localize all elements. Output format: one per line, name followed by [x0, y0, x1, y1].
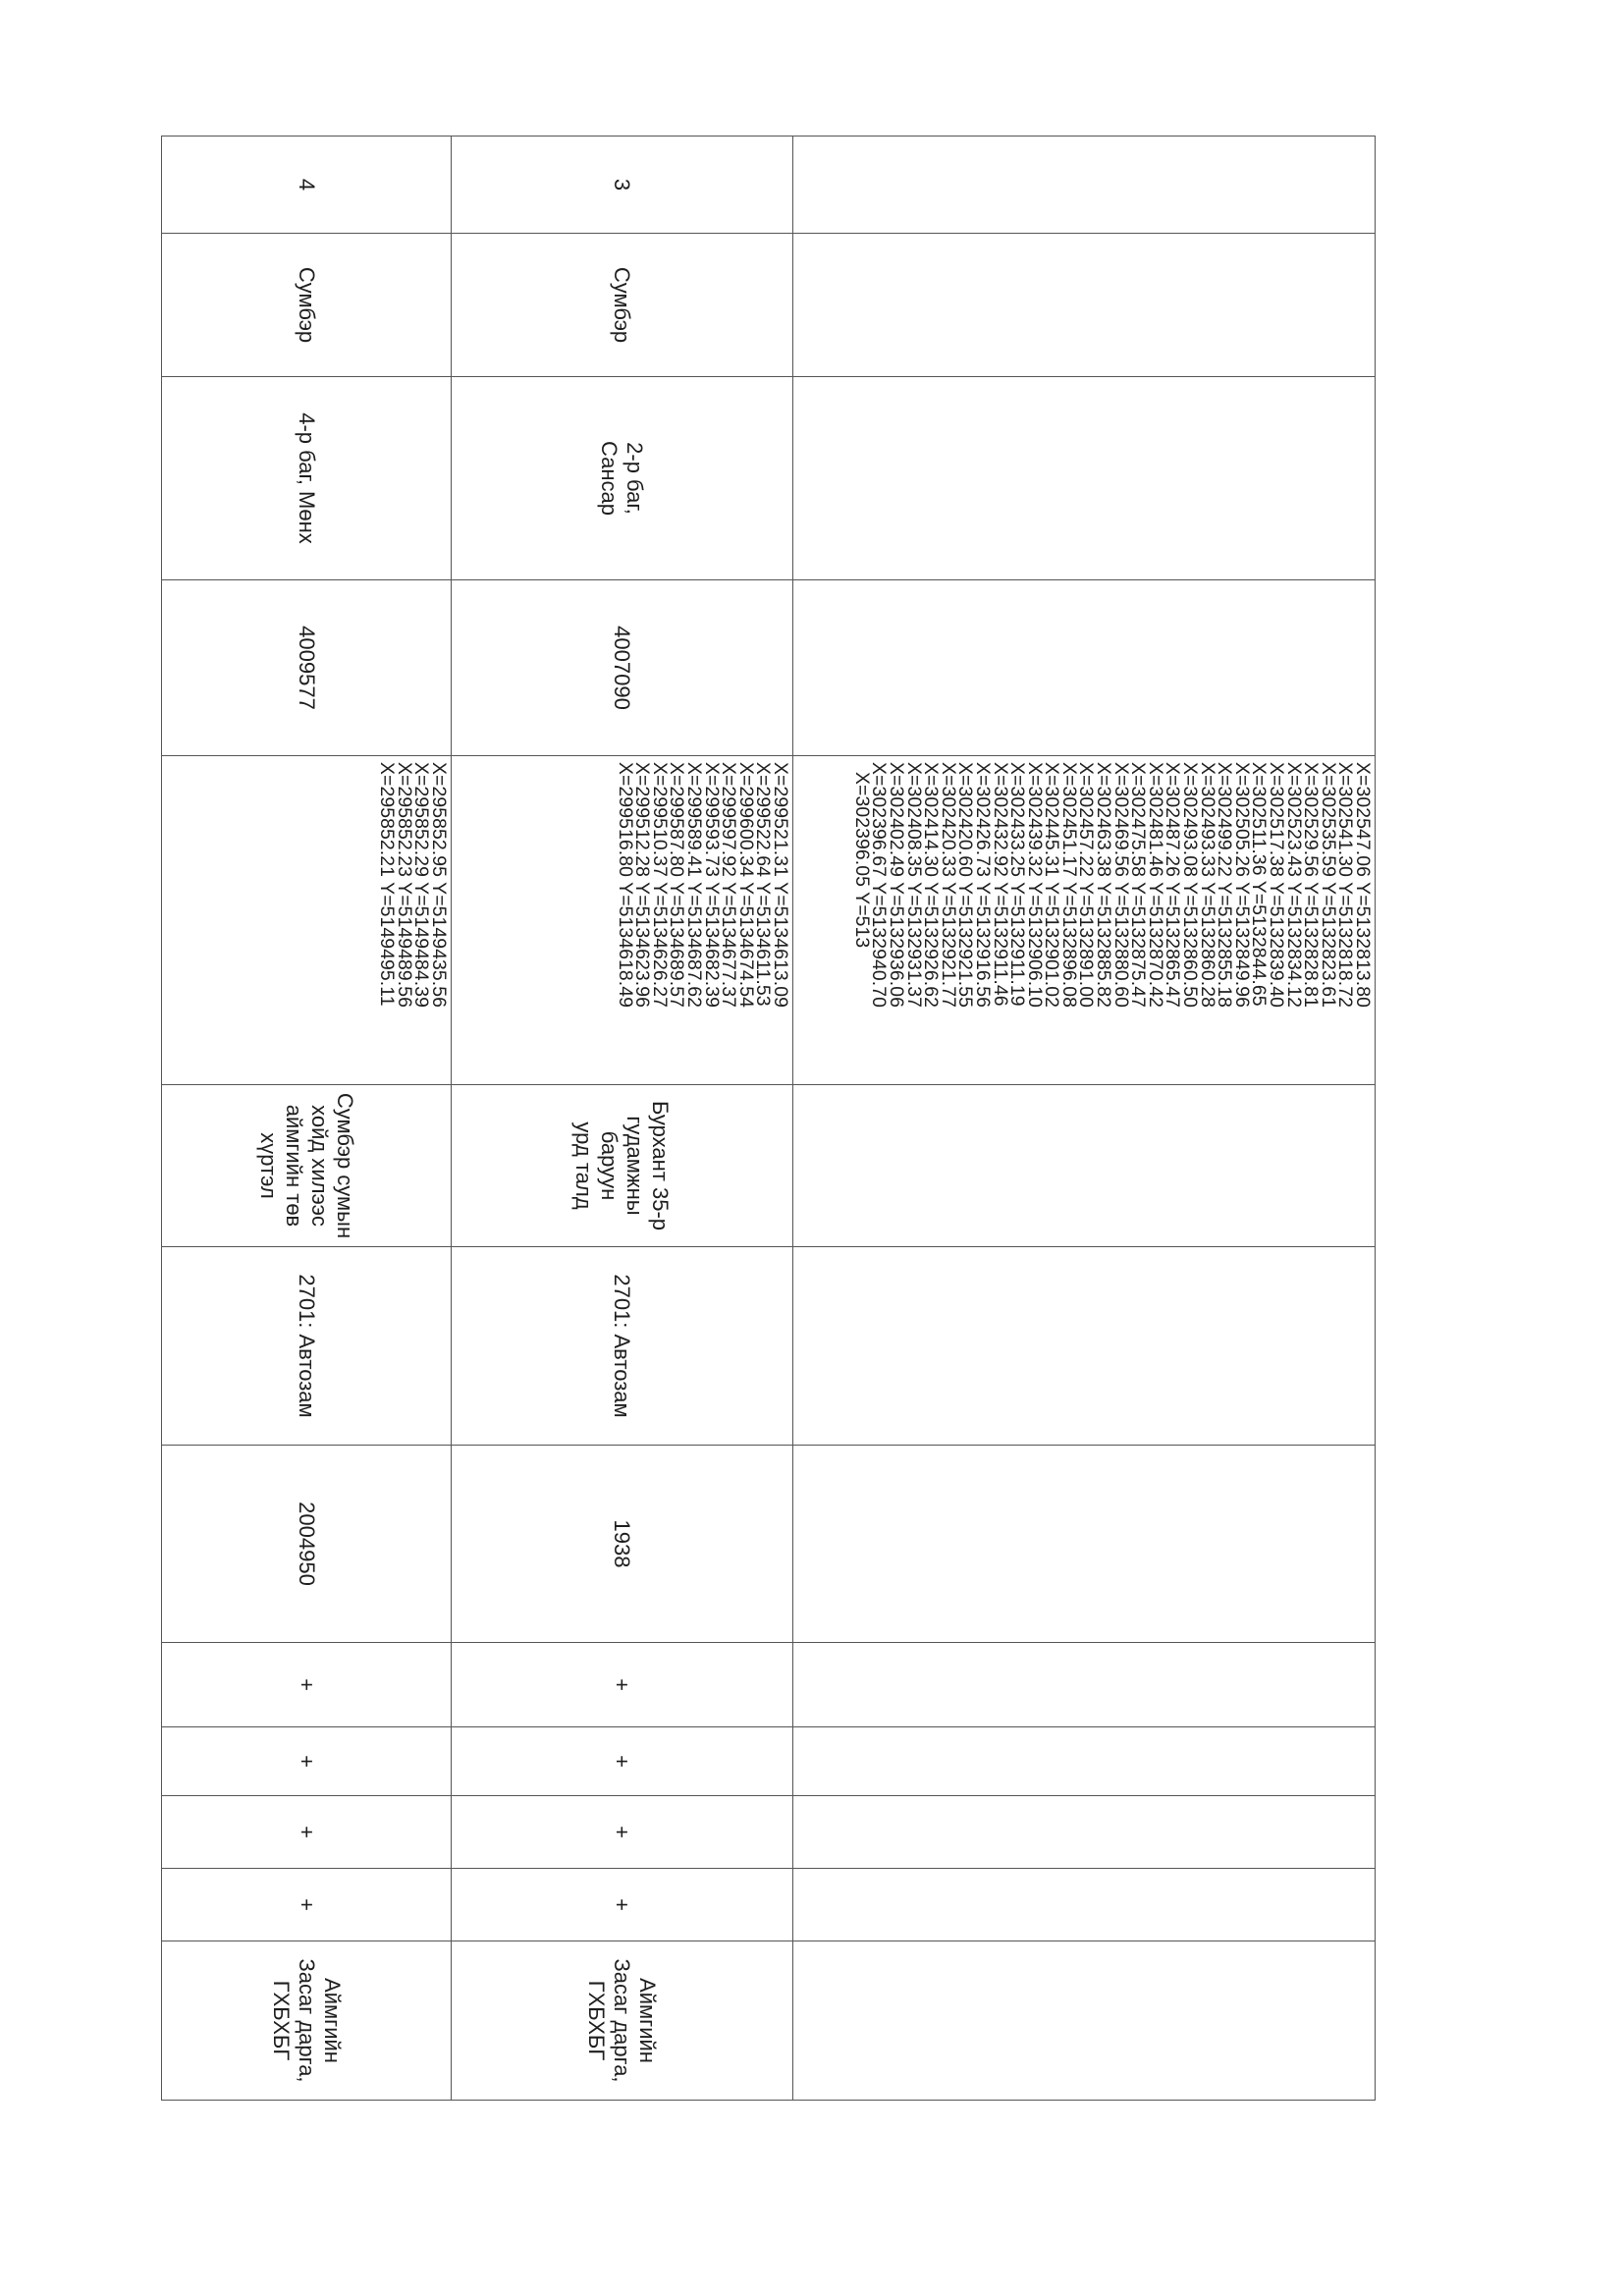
- coordinate-line: X=299593.73 Y=5134682.39: [700, 762, 723, 1009]
- cell-text-line: хүртэл: [256, 1132, 281, 1199]
- cell-text-line: аймгийн төв: [282, 1104, 306, 1228]
- coordinate-line: X=302493.33 Y=5132860.28: [1196, 762, 1218, 1009]
- coordinate-line: X=299589.41 Y=5134687.62: [683, 762, 706, 1009]
- coordinate-line: X=302463.38 Y=5132885.82: [1093, 762, 1115, 1009]
- coordinate-line: X=299600.34 Y=5134674.54: [734, 762, 757, 1009]
- mark-cell: +: [452, 1727, 793, 1796]
- coordinate-line: X=299597.92 Y=5134677.37: [718, 762, 740, 1009]
- mark-cell: +: [162, 1869, 452, 1941]
- cell-text-line: ГХБХБГ: [584, 1980, 610, 2061]
- coordinate-line: X=295852.21 Y=5149495.11: [376, 762, 399, 1007]
- coordinate-line: X=299522.64 Y=5134611.53: [752, 762, 775, 1007]
- row-number: 3: [452, 137, 793, 234]
- mark-cell: +: [162, 1796, 452, 1869]
- row-number: 4: [162, 137, 452, 234]
- coordinate-line: X=302535.59 Y=5132823.61: [1317, 762, 1339, 1009]
- cell-text-line: урд талд: [571, 1121, 597, 1210]
- cell-text-line: Аймгийн: [635, 1978, 661, 2063]
- coordinate-line: X=299516.80 Y=5134618.49: [614, 762, 636, 1009]
- coordinate-line: X=302439.32 Y=5132906.10: [1023, 762, 1046, 1009]
- authority-cell: [162, 1941, 452, 2101]
- aimag-cell: [793, 234, 1376, 377]
- mark-cell: +: [162, 1727, 452, 1796]
- cell-text-line: хойд хилээс: [307, 1105, 332, 1227]
- coordinate-line: X=295852.29 Y=5149484.39: [410, 762, 433, 1009]
- land-parcel-table: [161, 136, 1376, 2101]
- coordinate-line: X=302475.58 Y=5132875.47: [1127, 762, 1150, 1009]
- coordinates-cell: [452, 756, 793, 1085]
- aimag-cell: Сумбэр: [452, 234, 793, 377]
- coordinate-line: X=302396.05 Y=513: [850, 772, 873, 949]
- coordinate-line: X=302481.46 Y=5132870.42: [1144, 762, 1166, 1009]
- row-number: [793, 137, 1376, 234]
- coordinate-line: X=302433.25 Y=5132911.19: [1006, 762, 1029, 1007]
- cell-text-line: Засаг дарга,: [610, 1958, 635, 2083]
- coordinate-line: X=302445.31 Y=5132901.02: [1041, 762, 1063, 1009]
- authority-cell: [793, 1941, 1376, 2101]
- coordinate-line: X=302426.73 Y=5132916.56: [971, 762, 994, 1009]
- rotated-table-area: [162, 136, 1376, 2083]
- table-body: [162, 137, 1376, 2101]
- mark-cell: [793, 1643, 1376, 1727]
- mark-cell: [793, 1796, 1376, 1869]
- coordinate-line: X=302517.38 Y=5132839.40: [1266, 762, 1288, 1009]
- coordinate-line: X=302396.67 Y=5132940.70: [868, 762, 891, 1009]
- coordinate-line: X=302511.36 Y=5132844.65: [1248, 762, 1271, 1007]
- coordinate-line: X=302402.49 Y=5132936.06: [885, 762, 907, 1009]
- coordinate-line: X=302487.26 Y=5132865.47: [1162, 762, 1184, 1009]
- table-row: [162, 137, 452, 2101]
- mark-cell: +: [452, 1643, 793, 1727]
- cell-text-line: ГХБХБГ: [269, 1980, 294, 2061]
- purpose-cell: 2701: Автозам: [162, 1247, 452, 1446]
- coordinates-cell: [793, 756, 1376, 1085]
- coordinate-line: X=295852.95 Y=5149435.56: [428, 762, 450, 1009]
- bag-cell: [793, 377, 1376, 580]
- parcel-number-cell: 4009577: [162, 580, 452, 756]
- coordinate-line: X=302493.08 Y=5132860.50: [1179, 762, 1202, 1009]
- coordinate-line: X=302541.30 Y=5132818.72: [1334, 762, 1357, 1009]
- bag-cell: [452, 377, 793, 580]
- cell-text-line: 2-р баг,: [622, 442, 648, 515]
- purpose-cell: [793, 1247, 1376, 1446]
- cell-text-line: Аймгийн: [320, 1978, 345, 2063]
- coordinates-cell: [162, 756, 452, 1085]
- coordinate-line: X=299587.80 Y=5134689.57: [666, 762, 688, 1009]
- coordinate-line: X=302432.92 Y=5132911.46: [989, 762, 1011, 1007]
- mark-cell: +: [452, 1796, 793, 1869]
- cell-text-line: Бурхант 35-р: [648, 1100, 674, 1231]
- bag-cell: [162, 377, 452, 580]
- cell-text-line: 4-р баг, Мөнх: [295, 412, 319, 544]
- coordinate-line: X=302469.56 Y=5132880.60: [1109, 762, 1132, 1009]
- coordinate-line: X=302408.35 Y=5132931.37: [902, 762, 925, 1009]
- coordinate-line: X=302451.17 Y=5132896.08: [1057, 762, 1080, 1009]
- mark-cell: +: [452, 1869, 793, 1941]
- parcel-number-cell: [793, 580, 1376, 756]
- coordinate-line: X=302523.43 Y=5132834.12: [1282, 762, 1305, 1009]
- mark-cell: [793, 1727, 1376, 1796]
- coordinate-line: X=302420.60 Y=5132921.55: [954, 762, 977, 1009]
- coordinate-line: X=302414.30 Y=5132926.62: [920, 762, 943, 1009]
- area-cell: 1938: [452, 1446, 793, 1643]
- mark-cell: +: [162, 1643, 452, 1727]
- coordinate-line: X=299521.31 Y=5134613.09: [770, 762, 791, 1009]
- cell-text-line: гудамжны баруун: [597, 1116, 648, 1216]
- mark-cell: [793, 1869, 1376, 1941]
- cell-text-line: Сумбэр сумын: [333, 1092, 357, 1239]
- area-cell: [793, 1446, 1376, 1643]
- coordinate-line: X=299512.28 Y=5134623.96: [631, 762, 654, 1009]
- coordinate-line: X=299510.37 Y=5134626.27: [648, 762, 671, 1009]
- coordinate-line: X=302420.33 Y=5132921.77: [937, 762, 959, 1009]
- coordinate-line: X=302457.22 Y=5132891.00: [1075, 762, 1098, 1009]
- table-row: [452, 137, 793, 2101]
- table-row: [793, 137, 1376, 2101]
- coordinate-line: X=302529.56 Y=5132828.81: [1300, 762, 1323, 1009]
- coordinate-line: X=295852.23 Y=5149489.56: [393, 762, 415, 1009]
- parcel-number-cell: 4007090: [452, 580, 793, 756]
- location-cell: [162, 1085, 452, 1247]
- purpose-cell: 2701: Автозам: [452, 1247, 793, 1446]
- coordinate-line: X=302499.22 Y=5132855.18: [1214, 762, 1236, 1009]
- cell-text-line: Сансар: [597, 441, 622, 516]
- area-cell: 2004950: [162, 1446, 452, 1643]
- coordinate-line: X=302547.06 Y=5132813.80: [1352, 762, 1374, 1009]
- cell-text-line: Засаг дарга,: [295, 1958, 319, 2083]
- location-cell: [793, 1085, 1376, 1247]
- coordinate-line: X=302505.26 Y=5132849.96: [1230, 762, 1253, 1009]
- authority-cell: [452, 1941, 793, 2101]
- location-cell: [452, 1085, 793, 1247]
- aimag-cell: Сумбэр: [162, 234, 452, 377]
